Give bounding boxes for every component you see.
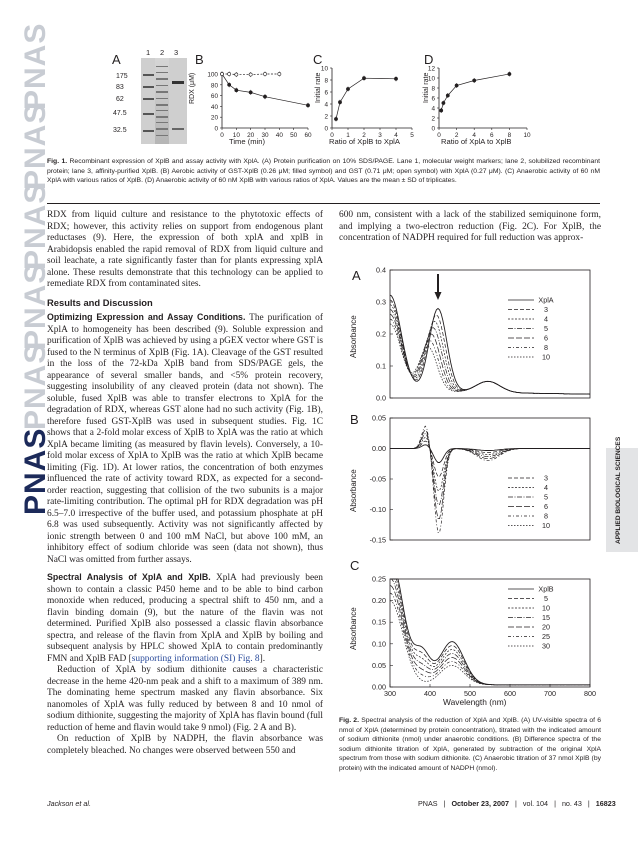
y-tick-label: 0.1 [376,361,386,371]
subsection-1-heading: Optimizing Expression and Assay Conditions. [47,312,246,322]
fig2a-ylabel: Absorbance [349,315,358,358]
fig2b-plot [360,410,592,550]
right-column [339,210,601,245]
right-paragraph-1: 600 nm, consistent with a lack of the stabilized semiquinone form, and implying a two-electron reduction (Fig. 2C). For XplB, the concentration of NADPH required for full reduction was approx- [339,210,601,243]
x-tick-label: 600 [504,689,516,698]
legend-label: 30 [542,641,550,651]
y-tick-label: 0.4 [376,265,386,275]
x-tick-label: 4 [472,132,476,139]
fig2-panel-c-label: C [350,558,360,573]
left-paragraph-1: RDX from liquid culture and resistance to the phytotoxic effects of RDX; however, this activity relies on support from endogenous plant reductases (9). Here, the expression of both xplA and xplB in Arabidopsis enabled the rapid removal of RDX from liquid culture and soil leachate, a rate significantly faster than for plants expressing xplA alone. These results demonstrate that this technology can be applied to remediate RDX from contaminated sites. [47,210,323,289]
y-tick-label: 80 [210,82,218,90]
fig1-caption-label: Fig. 1. [47,158,68,165]
spectrum-line [390,445,590,463]
x-tick-label: 3 [378,132,382,139]
legend-label: 3 [544,473,548,483]
y-tick-label: 0.00 [372,682,386,692]
x-tick-label: 60 [304,132,312,139]
y-tick-label: 2 [324,113,328,121]
spectrum-line [390,579,590,685]
fig2-caption [339,716,601,773]
x-tick-label: 300 [384,689,396,698]
x-tick-label: 0 [330,132,334,139]
y-tick-label: 0 [431,125,435,133]
fig1d-xlabel: Ratio of XplA to XplB [441,137,512,146]
x-tick-label: 30 [261,132,269,139]
fig1b-xlabel: Time (min) [229,137,265,146]
data-point [228,72,231,75]
data-point [362,77,365,80]
data-point [235,89,238,92]
x-tick-label: 5 [410,132,414,139]
legend-label: 8 [544,511,548,521]
legend-label: 4 [544,483,548,492]
gel-marker-175: 175 [116,73,128,80]
x-tick-label: 800 [584,689,596,698]
subsection-2-end: ]. [259,653,266,664]
x-tick-label: 4 [394,132,398,139]
y-tick-label: 0.20 [372,596,386,606]
x-tick-label: 10 [232,132,240,139]
fig2c-ylabel: Absorbance [349,607,358,650]
y-tick-label: 20 [210,114,218,122]
legend-label: XplB [538,584,554,594]
y-tick-label: 10 [320,65,328,73]
fig2-caption-text: Spectral analysis of the reduction of XplA and XplB. (A) UV-visible spectra of 6 nmol of XplA (determined by protein concentration), titrated with the indicated amount of sodium dithionite (nmol) under anaerobic conditions. (B) Difference spectra of the sodium dithionite titration of XplA, generated by subtraction of the original XplA spectrum from those with sodium dithionite. (C) Anaerobic titration of 37 nmol XplB (by protein) with the indicated amount of NADPH (nmol). [339,717,602,772]
legend-label: 5 [544,492,548,502]
y-tick-label: 0.15 [372,617,386,627]
gel-marker-47-5: 47.5 [113,110,127,117]
data-point [346,87,349,90]
x-tick-label: 0 [437,132,441,139]
spectrum-line [390,579,590,685]
plot-frame [390,418,590,540]
left-paragraph-4: On reduction of XplB by NADPH, the flavin absorbance was completely bleached. No changes were observed between 550 and [47,734,323,756]
legend-label: 10 [542,352,550,362]
data-point [306,104,309,107]
footer-journal: PNAS [418,799,438,808]
spectrum-line [390,437,590,490]
x-tick-label: 40 [275,132,283,139]
section-side-tab-label: APPLIED BIOLOGICAL SCIENCES [615,436,622,544]
data-point [263,95,266,98]
data-point [473,79,476,82]
legend-label: 15 [542,613,550,622]
data-point [442,101,445,104]
fig1-panel-c-label: C [313,52,323,67]
y-tick-label: 0.05 [372,660,386,670]
footer-issue: no. 43 [561,799,582,808]
fig1c-ylabel: Initial rate [315,72,322,103]
subsection-1-body: The purification of XplA to homogeneity has been described (9). Soluble expression and purification of XplB was achieved by using a pGEX vector where GST is fused to the N terminus of XplB (Fig. 1A). Cleavage of the GST resulted in the loss of the 72-kDa XplB band from SDS/PAGE gels, the appearance of several smaller bands, and <5% protein recovery, suggesting insolubility of any cleaved protein (data not shown). The soluble, fused XplB was able to transfer electrons to XplA for the degradation of RDX, whereas GST alone had no such activity (Fig. 1B), therefore fused GST-XplB was used in subsequent studies. Fig. 1C shows that a 2-fold molar excess of XplB to XplA was the ratio at which XplA became limiting (as measured by flavin levels). Conversely, a 10-fold molar excess of XplA to XplB was the ratio at which XplB became limiting (Fig. 1D). At lower ratios, the concentration of both enzymes influenced the rate of activity toward RDX, as expected for a second-order reaction, suggesting that collision of the two subunits is a major rate-limiting contribution. The optimal pH for RDX degradation was pH 6.5–7.0 irrespective of the buffer used, and potassium phosphate at pH 6.8 was used subsequently. Activity was not significantly affected by ionic strength between 0 and 100 mM NaCl, but above 100 mM, an inhibitory effect of sodium chloride was seen (data not shown), thus NaCl was omitted from further assays. [47,313,323,565]
fig2-panel-b-label: B [350,412,359,427]
legend-label: XplA [538,295,554,305]
fig2b-ylabel: Absorbance [349,469,358,512]
fig2-panel-a-label: A [352,268,361,283]
data-point [440,109,443,112]
spectrum-line [390,579,590,685]
y-tick-label: 0.05 [372,413,386,423]
x-tick-label: 50 [290,132,298,139]
y-tick-label: 2 [431,115,435,123]
si-fig8-link[interactable]: supporting information (SI) Fig. 8 [131,653,260,664]
data-point [220,72,223,75]
x-tick-label: 400 [424,689,436,698]
section-side-tab [606,436,638,552]
y-tick-label: 0.00 [372,444,386,453]
y-tick-label: -0.15 [369,535,386,545]
gel-marker-83: 83 [116,84,124,91]
fig1-caption [47,157,600,186]
x-tick-label: 500 [464,689,476,698]
y-tick-label: 0 [214,125,218,133]
y-tick-label: 60 [210,93,218,101]
x-tick-label: 6 [490,132,494,139]
spectrum-line [390,324,590,394]
gel-lane-2: 2 [160,48,165,57]
fig1d-plot [427,60,537,144]
arrow-head [435,292,442,300]
legend-label: 20 [542,622,550,632]
data-point [508,72,511,75]
y-tick-label: -0.05 [369,474,386,484]
spectrum-line [390,586,590,685]
legend-label: 10 [542,603,550,613]
y-tick-label: 0.3 [376,297,386,307]
spectrum-line [390,601,590,685]
left-paragraph-3: Reduction of XplA by sodium dithionite causes a characteristic decrease in the heme 420-nm peak and a shift to a maximum of 389 nm. The dominating heme spectrum masked any flavin absorbance. Six nanomoles of XplA was fully reduced by between 8 and 10 nmol of sodium dithionite, suggesting the majority of XplA has flavin bound (full reduction of heme and flavin would take 9 nmol) (Fig. 2 A and B). [47,665,323,733]
fig2-xlabel: Wavelength (nm) [443,697,507,707]
y-tick-label: 4 [431,105,435,113]
y-tick-label: 8 [324,77,328,85]
y-tick-label: 12 [427,65,435,73]
fig1b-ylabel: RDX (μM) [189,72,196,104]
legend-label: 4 [544,314,548,324]
fig2c-plot [360,574,596,698]
left-column [47,210,323,757]
x-tick-label: 20 [247,132,255,139]
gel-image [141,58,187,144]
data-point [338,101,341,104]
fig1d-ylabel: Initial rate [423,72,430,103]
x-tick-label: 8 [507,132,512,139]
gel-lane-3: 3 [174,48,179,57]
gel-marker-32-5: 32.5 [113,127,127,134]
x-tick-label: 1 [346,132,350,139]
legend-label: 5 [544,594,548,603]
y-tick-label: 8 [431,85,435,93]
x-tick-label: 10 [523,132,531,139]
x-tick-label: 0 [220,132,224,139]
fig2-caption-label: Fig. 2. [339,717,359,724]
y-tick-label: 6 [431,95,435,103]
legend-label: 3 [544,305,548,314]
spectrum-line [390,593,590,685]
footer-authors: Jackson et al. [47,799,91,808]
data-point [263,72,266,75]
spectrum-line [390,300,590,394]
spectrum-line [390,579,590,685]
legend-label: 8 [544,343,548,352]
gel-marker-62: 62 [116,96,124,103]
y-tick-label: -0.10 [369,505,386,514]
y-tick-label: 10 [427,75,435,83]
legend-label: 5 [544,324,548,333]
footer-date: October 23, 2007 [451,799,509,808]
data-point [455,84,458,87]
fig1-caption-text: Recombinant expression of XplB and assay activity with XplA. (A) Protein purification on 10% SDS/PAGE. Lane 1, molecular weight markers; lane 2, solubilized recombinant protein; lane 3, affinity-purified XplB. (B) Aerobic activity of GST-XplB (0.26 μM; filled symbol) and GST (0.71 μM; open symbol) with XplA (0.27 μM). (C) Anaerobic activity of 60 nM XplA with various ratios of XplB. (D) Anaerobic activity of 60 nM XplB with various ratios of XplA. Values are the mean ± SD of triplicates. [47,158,600,185]
fig1-panel-d-label: D [424,52,434,67]
y-tick-label: 40 [210,103,218,111]
x-tick-label: 700 [544,689,556,698]
x-tick-label: 2 [454,132,459,139]
fig1-panel-a-label: A [112,52,121,67]
figure-rule [47,203,600,204]
y-tick-label: 0 [324,125,328,133]
legend-label: 6 [544,502,548,511]
subsection-2-body: XplA had previously been shown to contain a classic P450 heme and to be able to bind carbon monoxide when reduced, producing a spectral shift to 450 nm, and a flavin binding domain (9), but the nature of the flavin was not determined. Purified XplB also possessed a classic flavin absorbance spectra, and release of the flavin from XplA and XplB by boiling and subsequent analysis by HPLC showed XplA to contain predominantly FMN and XplB FAD [ [47,573,323,664]
x-tick-label: 2 [362,132,366,139]
subsection-2-heading: Spectral Analysis of XplA and XplB. [47,572,211,582]
fig1-panel-b-label: B [195,52,204,67]
y-tick-label: 0.2 [376,329,386,339]
data-point [249,91,252,94]
plot-frame [390,579,590,687]
data-point [446,94,449,97]
legend-label: 10 [542,521,550,530]
pnas-sidebar-logo: PNAS PNAS PNAS PNAS PNAS PNAS [19,22,52,515]
spectrum-line [390,295,590,394]
data-point [278,72,281,75]
fig1c-plot [320,60,420,144]
legend-label: 6 [544,333,548,343]
legend-label: 25 [542,632,550,641]
data-point [228,83,231,86]
fig2a-plot [360,262,592,410]
fig1b-plot [200,64,310,144]
footer-page: 16823 [595,799,616,808]
y-tick-label: 4 [324,101,328,109]
spectrum-line [390,314,590,394]
data-point [235,73,238,76]
data-point [334,117,337,120]
gel-lane-1: 1 [146,48,151,57]
section-heading: Results and Discussion [47,296,153,308]
footer-volume: vol. 104 [522,799,549,808]
spectrum-line [390,305,590,395]
series-line [336,78,396,119]
footer-citation: PNAS | October 23, 2007 | vol. 104 | no. 43 | 16823 [418,799,616,808]
data-point [394,77,397,80]
y-tick-label: 100 [207,71,218,79]
y-tick-label: 0.10 [372,639,386,649]
spectrum-line [390,430,590,519]
y-tick-label: 0.0 [376,393,386,403]
y-tick-label: 6 [324,89,328,97]
spectrum-line [390,319,590,394]
y-tick-label: 0.25 [372,574,386,584]
data-point [249,73,252,76]
fig1c-xlabel: Ratio of XplB to XplA [329,137,400,146]
